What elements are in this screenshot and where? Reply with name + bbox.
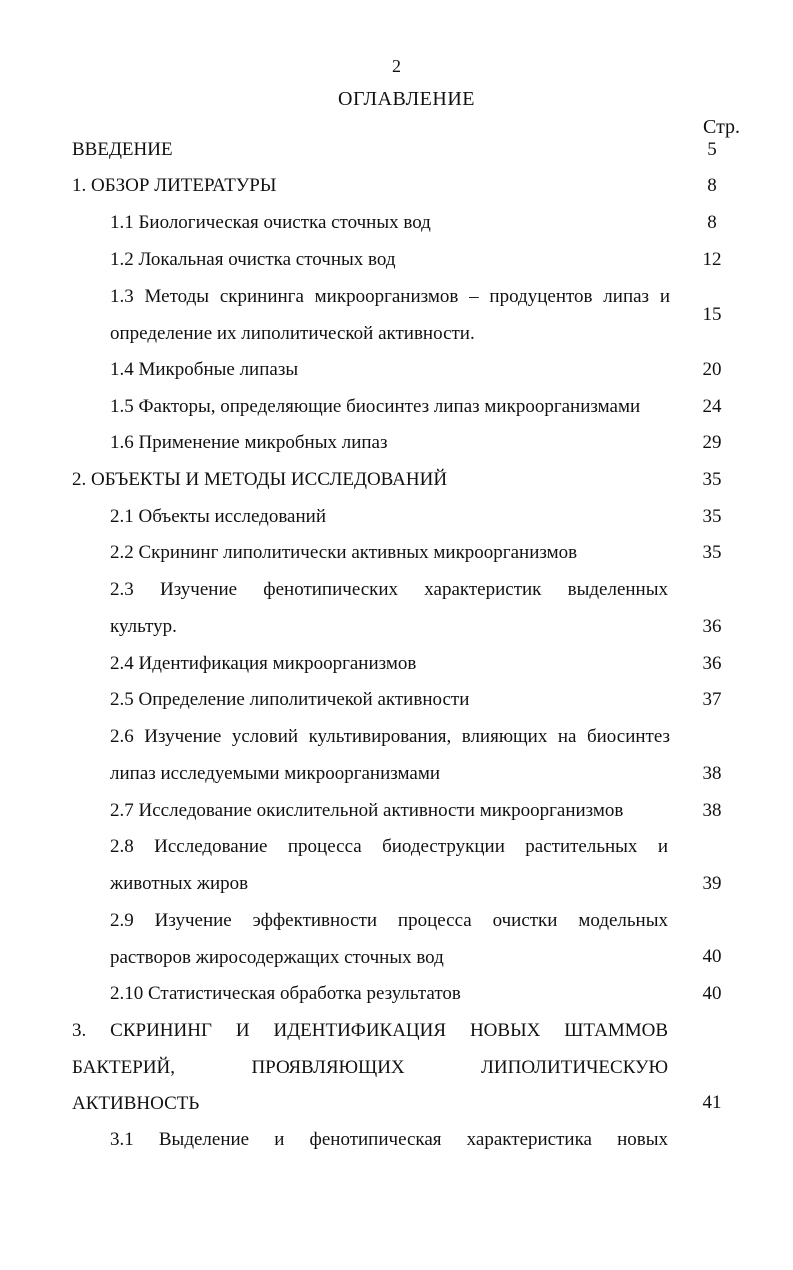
toc-entry-text: 1.2 Локальная очистка сточных вод	[110, 249, 396, 270]
toc-entry-text: растворов жиросодержащих сточных вод	[110, 946, 444, 968]
toc-entry-page: 5	[707, 139, 717, 160]
toc-entry-text: определение их липолитической активности.	[110, 322, 475, 344]
toc-entry-text: ВВЕДЕНИЕ	[72, 139, 173, 160]
toc-entry-page: 38	[702, 763, 722, 784]
toc-title: ОГЛАВЛЕНИЕ	[338, 88, 475, 110]
toc-entry-text: 2.2 Скрининг липолитически активных микроорганизмов	[110, 542, 578, 563]
toc-entry-page: 35	[702, 469, 722, 490]
toc-entry-text: 1.6 Применение микробных липаз	[110, 432, 388, 453]
toc-entry-text: 3.1 Выделение и фенотипическая характеристика новых	[110, 1129, 668, 1150]
toc-entry-page: 24	[702, 396, 722, 417]
toc-entry-text: 2.7 Исследование окислительной активности микроорганизмов	[110, 800, 624, 821]
toc-entry-page: 38	[702, 800, 722, 821]
toc-entry-text: липаз исследуемыми микроорганизмами	[110, 762, 441, 784]
toc-entry-page: 36	[702, 616, 722, 637]
toc-entry-page: 29	[702, 432, 722, 453]
toc-entry-text: культур.	[110, 615, 177, 637]
toc-entry-text: 1.1 Биологическая очистка сточных вод	[110, 212, 431, 233]
toc-entry-text: животных жиров	[110, 872, 249, 894]
toc-entry-text: 2.8 Исследование процесса биодеструкции растительных и	[110, 836, 668, 857]
toc-entry-text: 2.6 Изучение условий культивирования, влияющих на биосинтез	[110, 726, 670, 747]
toc-entry-text: 2.1 Объекты исследований	[110, 506, 326, 527]
toc-entry-text: 2.9 Изучение эффективности процесса очистки модельных	[110, 910, 668, 931]
toc-entry-page: 20	[702, 359, 722, 380]
toc-entry-text: 1.3 Методы скрининга микроорганизмов – продуцентов липаз и	[110, 286, 670, 307]
toc-entry-page: 35	[702, 506, 722, 527]
toc-entry-page: 8	[707, 175, 717, 196]
toc-entry-text: 2.4 Идентификация микроорганизмов	[110, 653, 417, 674]
toc-entry-page: 40	[702, 983, 722, 1004]
toc-entry-page: 36	[702, 653, 722, 674]
page-column-header: Стр.	[703, 116, 741, 138]
toc-entry-page: 40	[702, 946, 722, 967]
toc-entry-page: 12	[702, 249, 722, 270]
toc-entry-text: АКТИВНОСТЬ	[72, 1093, 200, 1115]
toc-entry-text: 1.5 Факторы, определяющие биосинтез липаз микроорганизмами	[110, 396, 641, 417]
toc-entry-text: 2.5 Определение липолитичекой активности	[110, 689, 470, 710]
page-number: 2	[392, 56, 401, 76]
toc-entry-text: 1. ОБЗОР ЛИТЕРАТУРЫ	[72, 175, 277, 196]
toc-entry-page: 37	[702, 689, 722, 710]
toc-entry-text: БАКТЕРИЙ, ПРОЯВЛЯЮЩИХ ЛИПОЛИТИЧЕСКУЮ	[72, 1056, 668, 1078]
toc-entry-page: 8	[707, 212, 717, 233]
toc-entry-text: 3. СКРИНИНГ И ИДЕНТИФИКАЦИЯ НОВЫХ ШТАММОВ	[72, 1020, 668, 1041]
toc-entry-page: 41	[702, 1092, 722, 1113]
toc-entry-page: 39	[702, 873, 722, 894]
toc-entry-text: 2.10 Статистическая обработка результатов	[110, 983, 461, 1004]
toc-entry-text: 2. ОБЪЕКТЫ И МЕТОДЫ ИССЛЕДОВАНИЙ	[72, 469, 448, 490]
toc-entry-text: 2.3 Изучение фенотипических характеристик выделенных	[110, 579, 668, 600]
toc-entry-page: 15	[702, 304, 722, 325]
toc-entry-page: 35	[702, 542, 722, 563]
toc-entry-text: 1.4 Микробные липазы	[110, 359, 299, 380]
